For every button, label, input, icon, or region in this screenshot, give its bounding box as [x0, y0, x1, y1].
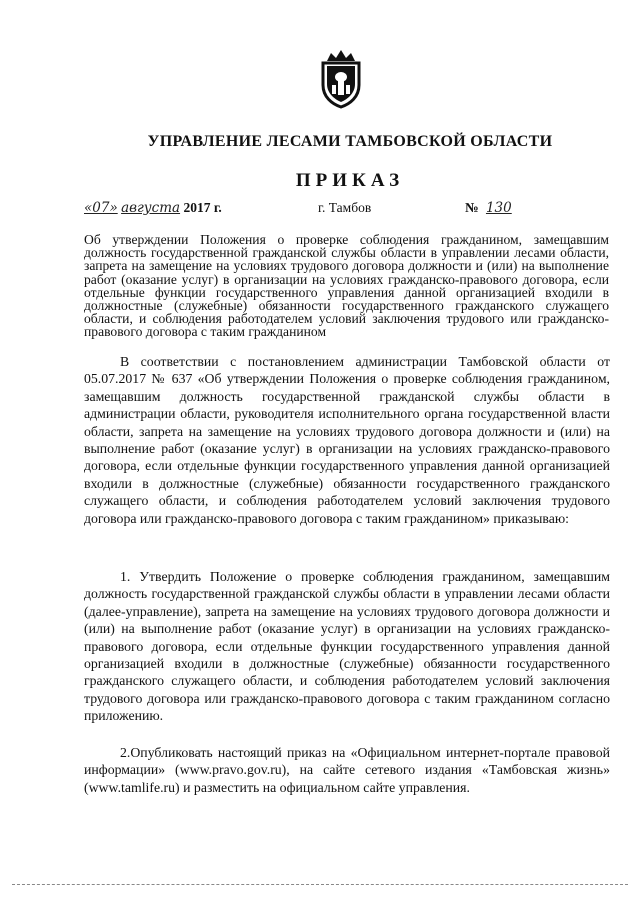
item-2-paragraph: 2.Опубликовать настоящий приказ на «Официальном интернет-портале правовой информации» (www.pravo.gov.ru), на сайте сетевого издания «Тамбовская жизнь» (www.tamlife.ru) и разместить на официальном сайте управления. — [84, 745, 610, 795]
dateline — [0, 200, 640, 220]
coat-of-arms-icon — [317, 47, 365, 109]
number-value: 130 — [485, 200, 512, 216]
number-label: № — [465, 200, 479, 215]
date-day: «07» — [84, 200, 118, 216]
preamble-paragraph: В соответствии с постановлением администрации Тамбовской области от 05.07.2017 № 637 «Об утверждении Положения о проверке соблюдения гражданином, замещавшим должность государственной гражданской службы области в администрации области, руководителя исполнительного органа государственной власти области, запрета на замещение на условиях трудового договора должности и (или) на выполнение работ (оказание услуг) в организации на условиях гражданско-правового договора, если отдельные функции государственного управления данной организацией входили в должностные (служебные) обязанности государственного гражданского служащего области, и соблюдения работодателем условий заключения трудового договора или гражданско-правового договора с таким гражданином» приказываю: — [84, 354, 610, 526]
order-date — [84, 200, 222, 216]
order-subject: Об утверждении Положения о проверке соблюдения гражданином, замещавшим должность государственной гражданской службы области в управлении лесами области, запрета на замещение на условиях трудового договора должности и (или) на выполнение работ (оказание услуг) в организации на условиях гражданско-правового договора, если отдельные функции государственного управления данной организацией входили в должностные (служебные) обязанности государственного гражданского служащего области, и соблюдения работодателем условий заключения трудового или гражданско-правового договора с таким гражданином — [84, 232, 609, 340]
item-1-paragraph: 1. Утвердить Положение о проверке соблюдения гражданином, замещавшим должность государственной гражданской службы области в управлении лесами области (далее-управление), запрета на замещение на условиях трудового договора должности и (или) на выполнение работ (оказание услуг) в организации на условиях гражданско-правового договора, если отдельные функции государственного управления данной организацией входили в должностные (служебные) обязанности государственного гражданского служащего области, и соблюдения работодателем условий заключения трудового договора или гражданско-правового договора с таким гражданином согласно приложению. — [84, 569, 610, 724]
city: г. Тамбов — [318, 200, 372, 215]
order-number — [465, 200, 541, 216]
organization-name: УПРАВЛЕНИЕ ЛЕСАМИ ТАМБОВСКОЙ ОБЛАСТИ — [147, 133, 553, 150]
date-month: августа — [121, 200, 181, 216]
scan-edge-divider — [12, 884, 628, 885]
date-year: 2017 г. — [183, 200, 222, 215]
document-type: ПРИКАЗ — [295, 170, 405, 191]
